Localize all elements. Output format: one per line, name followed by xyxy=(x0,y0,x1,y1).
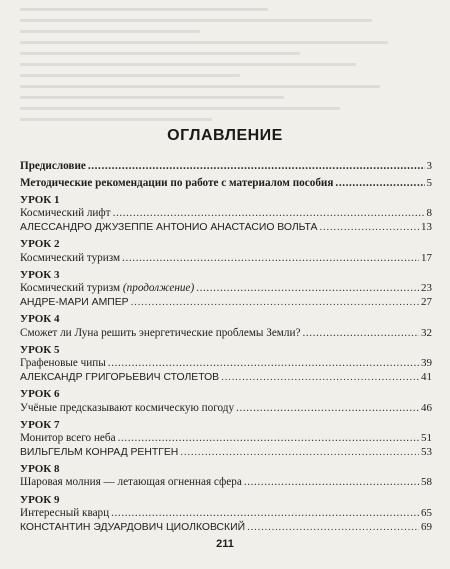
toc-entry[interactable] xyxy=(20,432,432,446)
page-number: 211 xyxy=(216,538,234,550)
toc-entry-title xyxy=(20,327,300,341)
toc-entry-text: УРОК 4 xyxy=(20,312,60,325)
dot-leader xyxy=(319,221,419,235)
dot-leader xyxy=(118,432,419,446)
toc-entry-title xyxy=(20,476,242,490)
toc-page-number: 39 xyxy=(421,357,432,370)
toc-entry-text: УРОК 7 xyxy=(20,418,60,431)
toc-entry-title xyxy=(20,207,111,221)
toc-page-number: 3 xyxy=(426,160,432,172)
toc-entry[interactable] xyxy=(20,221,432,235)
toc-entry-title xyxy=(20,419,60,433)
toc-lesson-heading xyxy=(20,494,432,508)
toc-page-number: 51 xyxy=(421,432,432,445)
toc-entry[interactable] xyxy=(20,177,432,191)
toc-entry-title xyxy=(20,296,129,310)
toc-entry-text: Предисловие xyxy=(20,160,86,172)
toc-entry-text: УРОК 1 xyxy=(20,193,60,206)
toc-entry-text: Сможет ли Луна решить энергетические проблемы Земли? xyxy=(20,326,301,339)
toc-page-number: 13 xyxy=(421,220,432,233)
toc-entry[interactable] xyxy=(20,446,432,460)
toc-entry-title xyxy=(20,432,116,446)
toc-entry-title xyxy=(20,344,60,358)
toc-entry-suffix: (продолжение) xyxy=(122,282,195,295)
toc-entry[interactable] xyxy=(20,521,432,535)
dot-leader xyxy=(131,296,419,310)
toc-entry[interactable] xyxy=(20,296,432,310)
toc-entry-text: УРОК 9 xyxy=(20,493,60,506)
toc-entry-title xyxy=(20,463,60,477)
toc-lesson-heading xyxy=(20,194,432,208)
toc-entry-text: Учёные предсказывают космическую погоду xyxy=(20,401,235,414)
dot-leader xyxy=(236,402,419,416)
toc-page-number: 32 xyxy=(421,326,432,339)
toc-entry-text: УРОК 6 xyxy=(20,387,60,400)
toc-entry-title xyxy=(20,269,60,283)
bleed-through-text xyxy=(20,0,420,120)
toc-lesson-heading xyxy=(20,463,432,477)
toc-entry-title xyxy=(20,282,194,296)
toc-page-number: 69 xyxy=(421,520,432,533)
toc-entry-text: УРОК 2 xyxy=(20,237,60,250)
dot-leader xyxy=(302,327,419,341)
toc-entry-title xyxy=(20,221,317,235)
toc-lesson-heading xyxy=(20,269,432,283)
toc-entry-text: АЛЕССАНДРО ДЖУЗЕППЕ АНТОНИО АНАСТАСИО ВОЛЬТА xyxy=(20,221,318,233)
toc-entry-title xyxy=(20,494,60,508)
toc-entry-text: Методические рекомендации по работе с материалом пособия xyxy=(20,176,334,189)
toc-entry-title xyxy=(20,507,109,521)
toc-lesson-heading xyxy=(20,313,432,327)
toc-lesson-heading xyxy=(20,388,432,402)
toc-entry-title xyxy=(20,238,60,252)
toc-entry[interactable] xyxy=(20,252,432,266)
dot-leader xyxy=(111,507,419,521)
dot-leader xyxy=(180,446,419,460)
toc-entry[interactable] xyxy=(20,160,432,174)
table-of-contents xyxy=(20,160,432,534)
toc-entry-text: Космический туризм xyxy=(20,251,121,264)
toc-page-number: 8 xyxy=(426,207,432,220)
dot-leader xyxy=(108,357,419,371)
toc-page-number: 17 xyxy=(421,251,432,264)
dot-leader xyxy=(88,160,425,174)
dot-leader xyxy=(244,476,419,490)
toc-entry-text: Космический туризм xyxy=(20,282,121,295)
toc-entry-text: УРОК 8 xyxy=(20,462,60,475)
toc-page-number: 53 xyxy=(421,445,432,458)
dot-leader xyxy=(335,177,424,191)
toc-entry-title xyxy=(20,446,178,460)
toc-entry-title xyxy=(20,521,245,535)
toc-entry-title xyxy=(20,371,219,385)
toc-page-number: 27 xyxy=(421,295,432,308)
toc-entry-text: Интересный кварц xyxy=(20,507,110,520)
toc-entry-text: Шаровая молния — летающая огненная сфера xyxy=(20,476,242,489)
dot-leader xyxy=(113,207,425,221)
toc-entry-text: УРОК 5 xyxy=(20,343,60,356)
toc-entry-title xyxy=(20,357,106,371)
dot-leader xyxy=(196,282,419,296)
toc-entry-title xyxy=(20,194,60,208)
toc-entry-title xyxy=(20,177,333,191)
toc-title: ОГЛАВЛЕНИЕ xyxy=(167,127,283,144)
toc-entry-title xyxy=(20,402,234,416)
toc-entry-title xyxy=(20,160,86,174)
dot-leader xyxy=(247,521,419,535)
toc-entry-text: КОНСТАНТИН ЭДУАРДОВИЧ ЦИОЛКОВСКИЙ xyxy=(20,521,246,533)
dot-leader xyxy=(122,252,419,266)
dot-leader xyxy=(221,371,419,385)
toc-entry-text: АЛЕКСАНДР ГРИГОРЬЕВИЧ СТОЛЕТОВ xyxy=(20,371,220,383)
toc-entry[interactable] xyxy=(20,476,432,490)
toc-entry[interactable] xyxy=(20,327,432,341)
toc-entry-text: Графеновые чипы xyxy=(20,357,106,370)
toc-lesson-heading xyxy=(20,419,432,433)
toc-lesson-heading xyxy=(20,344,432,358)
toc-page-number: 41 xyxy=(421,370,432,383)
toc-page-number: 23 xyxy=(421,282,432,295)
toc-page-number: 65 xyxy=(421,507,432,520)
toc-entry[interactable] xyxy=(20,402,432,416)
toc-entry[interactable] xyxy=(20,282,432,296)
toc-entry-text: АНДРЕ-МАРИ АМПЕР xyxy=(20,296,129,308)
toc-entry-text: УРОК 3 xyxy=(20,268,60,281)
toc-entry[interactable] xyxy=(20,207,432,221)
toc-entry-title xyxy=(20,388,60,402)
toc-page-number: 5 xyxy=(426,176,432,189)
toc-entry[interactable] xyxy=(20,357,432,371)
toc-entry[interactable] xyxy=(20,371,432,385)
toc-page-number: 58 xyxy=(421,476,432,489)
toc-entry-title xyxy=(20,252,120,266)
toc-page-number: 46 xyxy=(421,401,432,414)
toc-entry-text: Монитор всего неба xyxy=(20,432,116,445)
toc-entry[interactable] xyxy=(20,507,432,521)
toc-entry-text: Космический лифт xyxy=(20,207,111,220)
toc-lesson-heading xyxy=(20,238,432,252)
toc-entry-text: ВИЛЬГЕЛЬМ КОНРАД РЕНТГЕН xyxy=(20,446,179,458)
toc-entry-title xyxy=(20,313,60,327)
